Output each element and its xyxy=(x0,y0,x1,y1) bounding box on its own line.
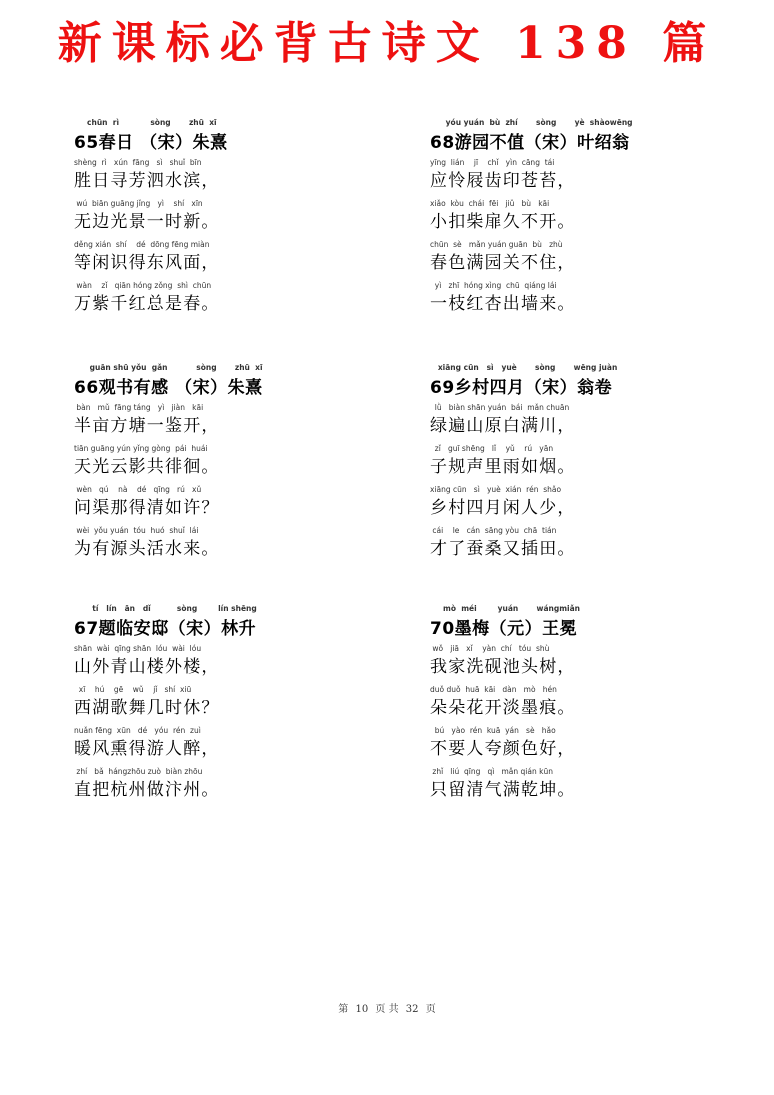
poem-68 xyxy=(430,112,750,322)
pinyin-line: nuǎn fēng xūn dé yóu rén zuì xyxy=(74,726,201,735)
poem-66 xyxy=(74,357,394,567)
poem-title-text: 65春日 （宋）朱熹 xyxy=(74,133,228,153)
pinyin-line: shèng rì xún fāng sì shuǐ bīn xyxy=(74,158,202,167)
line-text: 朵朵花开淡墨痕。 xyxy=(430,698,576,718)
pinyin-line: bú yào rén kuā yán sè hǎo xyxy=(430,726,556,735)
line-text: 乡村四月闲人少， xyxy=(430,498,576,518)
poem-line xyxy=(74,199,394,240)
poem-title-pinyin: tí lín ān dǐ sòng lín shēng xyxy=(74,604,257,613)
poem-line xyxy=(74,444,394,485)
poem-line xyxy=(430,685,750,726)
pinyin-line: xiāng cūn sì yuè xián rén shǎo xyxy=(430,485,562,494)
poem-title xyxy=(74,357,394,403)
poem-line xyxy=(430,199,750,240)
poem-69 xyxy=(430,357,750,567)
pinyin-line: chūn sè mǎn yuán guān bù zhù xyxy=(430,240,563,249)
poem-line xyxy=(430,726,750,767)
poem-line xyxy=(74,726,394,767)
poem-line xyxy=(430,767,750,808)
line-text: 直把杭州做汴州。 xyxy=(74,780,220,800)
line-text: 等闲识得东风面， xyxy=(74,253,220,273)
pinyin-line: wàn zǐ qiān hóng zǒng shì chūn xyxy=(74,281,212,290)
line-text: 胜日寻芳泗水滨， xyxy=(74,171,220,191)
line-text: 小扣柴扉久不开。 xyxy=(430,212,576,232)
pinyin-line: yīng lián jī chǐ yìn cāng tái xyxy=(430,158,555,167)
poem-title-text: 67题临安邸（宋）林升 xyxy=(74,619,257,639)
pinyin-line: bàn mǔ fāng táng yì jiàn kāi xyxy=(74,403,204,412)
poem-65 xyxy=(74,112,394,322)
poem-line xyxy=(430,240,750,281)
poem-line xyxy=(430,526,750,567)
footer-total-pages: 32 xyxy=(405,1004,419,1015)
poem-70 xyxy=(430,598,750,808)
line-text: 暖风熏得游人醉， xyxy=(74,739,220,759)
footer-page-number: 10 xyxy=(355,1004,369,1015)
line-text: 才了蚕桑又插田。 xyxy=(430,539,576,559)
footer-middle: 页 共 xyxy=(375,1004,399,1015)
poem-title-text: 70墨梅（元）王冕 xyxy=(430,619,578,639)
poem-line xyxy=(74,485,394,526)
line-text: 绿遍山原白满川， xyxy=(430,416,576,436)
poem-line xyxy=(430,158,750,199)
page-footer xyxy=(0,1000,774,1015)
pinyin-line: cái le cán sāng yòu chā tián xyxy=(430,526,557,535)
footer-prefix: 第 xyxy=(338,1004,349,1015)
pinyin-line: zǐ guī shēng lǐ yǔ rú yān xyxy=(430,444,554,453)
line-text: 半亩方塘一鉴开， xyxy=(74,416,220,436)
poem-line xyxy=(74,158,394,199)
page-title: 新课标必背古诗文 138 篇 xyxy=(57,18,717,69)
poem-line xyxy=(430,485,750,526)
line-text: 无边光景一时新。 xyxy=(74,212,220,232)
footer-suffix: 页 xyxy=(425,1004,436,1015)
poem-title xyxy=(430,598,750,644)
poem-title xyxy=(74,598,394,644)
line-text: 子规声里雨如烟。 xyxy=(430,457,576,477)
poem-line xyxy=(74,644,394,685)
poem-title-text: 66观书有感 （宋）朱熹 xyxy=(74,378,263,398)
poem-line xyxy=(74,685,394,726)
poem-line xyxy=(430,644,750,685)
pinyin-line: wú biān guāng jǐng yì shí xīn xyxy=(74,199,203,208)
pinyin-line: duǒ duǒ huā kāi dàn mò hén xyxy=(430,685,557,694)
pinyin-line: yì zhī hóng xìng chū qiáng lái xyxy=(430,281,557,290)
line-text: 万紫千红总是春。 xyxy=(74,294,220,314)
line-text: 我家洗砚池头树， xyxy=(430,657,576,677)
line-text: 应怜屐齿印苍苔， xyxy=(430,171,576,191)
line-text: 一枝红杏出墙来。 xyxy=(430,294,576,314)
pinyin-line: wèi yǒu yuán tóu huó shuǐ lái xyxy=(74,526,199,535)
pinyin-line: lǜ biàn shān yuán bái mǎn chuān xyxy=(430,403,570,412)
poem-line xyxy=(430,403,750,444)
poem-title-pinyin: guān shū yǒu gǎn sòng zhū xī xyxy=(74,363,263,372)
pinyin-line: shān wài qīng shān lóu wài lóu xyxy=(74,644,202,653)
poem-title-text: 69乡村四月（宋）翁卷 xyxy=(430,378,613,398)
line-text: 问渠那得清如许？ xyxy=(74,498,220,518)
pinyin-line: zhí bǎ hángzhōu zuò biàn zhōu xyxy=(74,767,203,776)
pinyin-line: xī hú gē wǔ jǐ shí xiū xyxy=(74,685,192,694)
poem-title-pinyin: chūn rì sòng zhū xī xyxy=(74,118,217,127)
poem-line xyxy=(74,526,394,567)
poem-line xyxy=(74,240,394,281)
poem-title xyxy=(74,112,394,158)
pinyin-line: tiān guāng yún yǐng gòng pái huái xyxy=(74,444,208,453)
line-text: 不要人夸颜色好， xyxy=(430,739,576,759)
pinyin-line: zhǐ liú qīng qì mǎn qián kūn xyxy=(430,767,553,776)
pinyin-line: xiǎo kòu chái fēi jiǔ bù kāi xyxy=(430,199,550,208)
line-text: 春色满园关不住， xyxy=(430,253,576,273)
poem-line xyxy=(74,403,394,444)
poem-title-pinyin: yóu yuán bù zhí sòng yè shàowēng xyxy=(430,118,633,127)
pinyin-line: děng xián shí dé dōng fēng miàn xyxy=(74,240,210,249)
line-text: 为有源头活水来。 xyxy=(74,539,220,559)
poem-title-text: 68游园不值（宋）叶绍翁 xyxy=(430,133,630,153)
poem-title-pinyin: xiāng cūn sì yuè sòng wēng juàn xyxy=(430,363,618,372)
poem-title-pinyin: mò méi yuán wángmiǎn xyxy=(430,604,580,613)
poem-line xyxy=(74,767,394,808)
poem-line xyxy=(74,281,394,322)
pinyin-line: wǒ jiā xǐ yàn chí tóu shù xyxy=(430,644,550,653)
poem-line xyxy=(430,281,750,322)
line-text: 只留清气满乾坤。 xyxy=(430,780,576,800)
poem-line xyxy=(430,444,750,485)
poem-title xyxy=(430,357,750,403)
line-text: 山外青山楼外楼， xyxy=(74,657,220,677)
line-text: 天光云影共徘徊。 xyxy=(74,457,220,477)
poem-67 xyxy=(74,598,394,808)
pinyin-line: wèn qú nà dé qīng rú xǔ xyxy=(74,485,202,494)
line-text: 西湖歌舞几时休？ xyxy=(74,698,220,718)
poem-title xyxy=(430,112,750,158)
